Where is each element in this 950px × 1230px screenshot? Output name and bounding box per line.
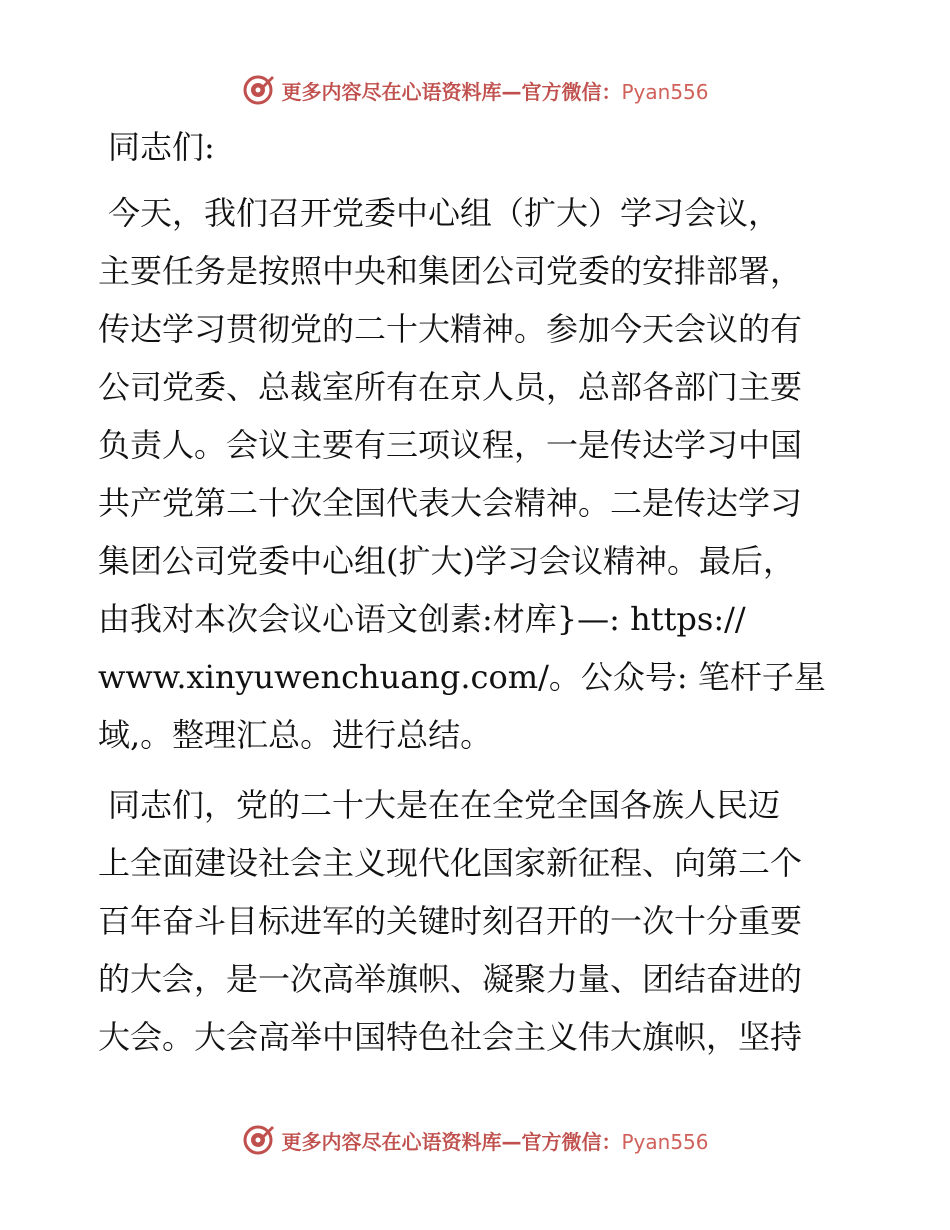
document-body <box>98 118 858 1078</box>
paragraph-line: 共产党第二十次全国代表大会精神。二是传达学习 <box>98 484 803 522</box>
paragraph-line: 主要任务是按照中央和集团公司党委的安排部署， <box>98 252 803 290</box>
paragraph-line: 大会。大会高举中国特色社会主义伟大旗帜，坚持 <box>98 1018 803 1056</box>
footer-banner <box>0 1120 950 1160</box>
banner-text: 更多内容尽在心语资料库—官方微信：Pyan556 <box>281 1129 709 1154</box>
wechat-id: Pyan556 <box>621 79 709 104</box>
paragraph-2 <box>98 776 858 1066</box>
paragraph-line: 今天，我们召开党委中心组（扩大）学习会议， <box>108 194 781 232</box>
paragraph-line: 的大会，是一次高举旗帜、凝聚力量、团结奋进的 <box>98 960 803 998</box>
paragraph-line: 负责人。会议主要有三项议程，一是传达学习中国 <box>98 426 803 464</box>
pen-logo-icon <box>241 1123 275 1157</box>
paragraph-line: 上全面建设社会主义现代化国家新征程、向第二个 <box>98 844 803 882</box>
paragraph-line: 域,。整理汇总。进行总结。 <box>98 716 493 754</box>
paragraph-line: www.xinyuwenchuang.com/。公众号: 笔杆子星 <box>98 658 826 696</box>
paragraph-line: 由我对本次会议心语文创素:材库}—: https:// <box>98 600 746 638</box>
pen-logo-icon <box>241 73 275 107</box>
paragraph-line: 同志们，党的二十大是在在全党全国各族人民迈 <box>108 786 781 824</box>
header-banner <box>0 70 950 110</box>
wechat-id: Pyan556 <box>621 1129 709 1154</box>
paragraph-line: 集团公司党委中心组(扩大)学习会议精神。最后， <box>98 542 795 580</box>
paragraph-line: 百年奋斗目标进军的关键时刻召开的一次十分重要 <box>98 902 803 940</box>
paragraph-line: 传达学习贯彻党的二十大精神。参加今天会议的有 <box>98 310 803 348</box>
banner-text: 更多内容尽在心语资料库—官方微信：Pyan556 <box>281 79 709 104</box>
greeting: 同志们: <box>108 128 215 166</box>
paragraph-line: 公司党委、总裁室所有在京人员，总部各部门主要 <box>98 368 803 406</box>
paragraph-1 <box>98 184 858 764</box>
